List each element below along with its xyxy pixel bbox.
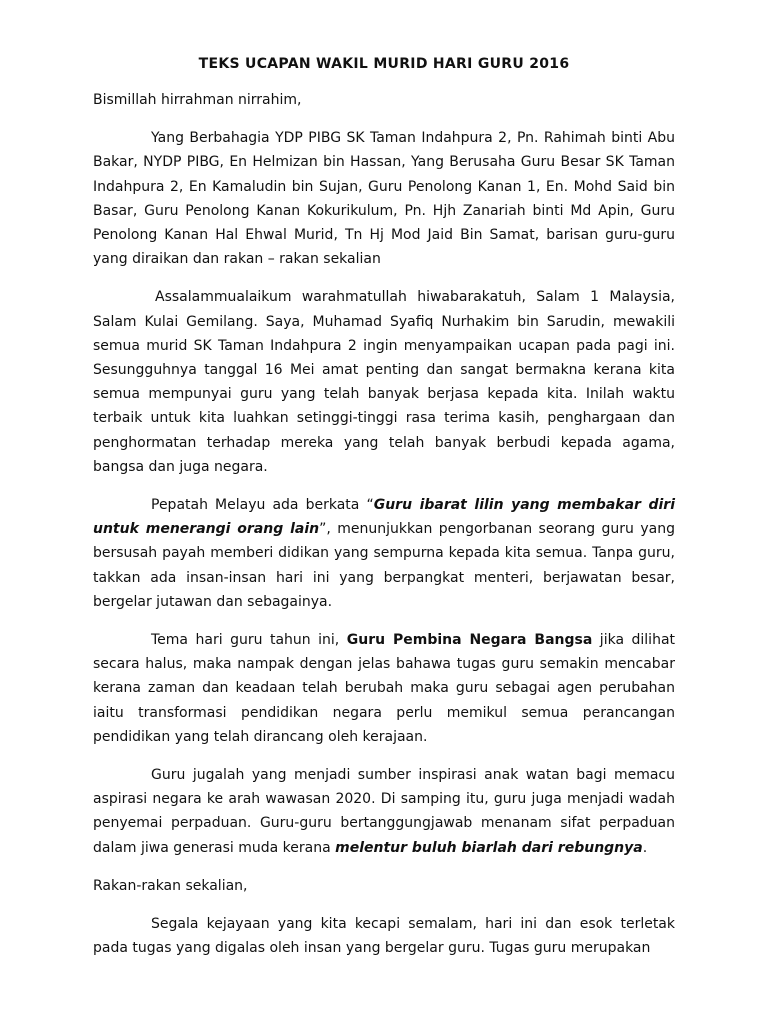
proverb-quote: Guru ibarat lilin yang membakar diri untuk menerangi orang lain xyxy=(93,497,675,538)
opening-greeting: Bismillah hirrahman nirrahim, xyxy=(93,92,302,108)
document-title: TEKS UCAPAN WAKIL MURID HARI GURU 2016 xyxy=(198,56,570,72)
paragraph-tema: Tema hari guru tahun ini, Guru Pembina Negara Bangsa jika dilihat secara halus, maka nampak dengan jelas bahawa tugas guru semakin mencabar kerana zaman dan keadaan telah berubah maka guru sebagai agen perubahan iaitu transformasi pendidikan negara perlu memikul semua perancangan pendidikan yang telah dirancang oleh kerajaan. xyxy=(93,632,676,745)
paragraph-honorifics: Yang Berbahagia YDP PIBG SK Taman Indahpura 2, Pn. Rahimah binti Abu Bakar, NYDP PIBG, En Helmizan bin Hassan, Yang Berusaha Guru Besar SK Taman Indahpura 2, En Kamaludin bin Sujan, Guru Penolong Kanan 1, En. Mohd Said bin Basar, Guru Penolong Kanan Kokurikulum, Pn. Hjh Zanariah binti Md Apin, Guru Penolong Kanan Hal Ehwal Murid, Tn Hj Mod Jaid Bin Samat, barisan guru-guru yang diraikan dan rakan – rakan sekalian xyxy=(93,130,675,268)
paragraph-salam: Assalammualaikum warahmatullah hiwabarakatuh, Salam 1 Malaysia, Salam Kulai Gemilang. Saya, Muhamad Syafiq Nurhakim bin Sarudin, mewakili semua murid SK Taman Indahpura 2 ingin menyampaikan ucapan pada pagi ini. Sesungguhnya tanggal 16 Mei amat penting dan sangat bermakna kerana kita semua mempunyai guru yang telah banyak berjasa kepada kita. Inilah waktu terbaik untuk kita luahkan setinggi-tinggi rasa terima kasih, penghargaan dan penghormatan terhadap mereka yang telah banyak berbudi kepada agama, bangsa dan juga negara. xyxy=(93,289,675,475)
theme-name: Guru Pembina Negara Bangsa xyxy=(346,632,593,649)
proverb-rebung: melentur buluh biarlah dari rebungnya xyxy=(335,839,643,856)
paragraph-pepatah: Pepatah Melayu ada berkata “Guru ibarat lilin yang membakar diri untuk menerangi orang lain”, menunjukkan pengorbanan seorang guru yang bersusah payah memberi didikan yang sempurna kepada kita semua. Tanpa guru, takkan ada insan-insan hari ini yang berpangkat menteri, berjawatan besar, bergelar jutawan dan sebagainya. xyxy=(93,497,675,610)
salutation: Rakan-rakan sekalian, xyxy=(93,877,248,894)
paragraph-inspirasi: Guru jugalah yang menjadi sumber inspirasi anak watan bagi memacu aspirasi negara ke arah wawasan 2020. Di samping itu, guru juga menjadi wadah penyemai perpaduan. Guru-guru bertanggungjawab menanam sifat perpaduan dalam jiwa generasi muda kerana melentur buluh biarlah dari rebungnya. xyxy=(93,767,675,856)
paragraph-kejayaan: Segala kejayaan yang kita kecapi semalam, hari ini dan esok terletak pada tugas yang digalas oleh insan yang bergelar guru. Tugas guru merupakan xyxy=(93,916,675,957)
